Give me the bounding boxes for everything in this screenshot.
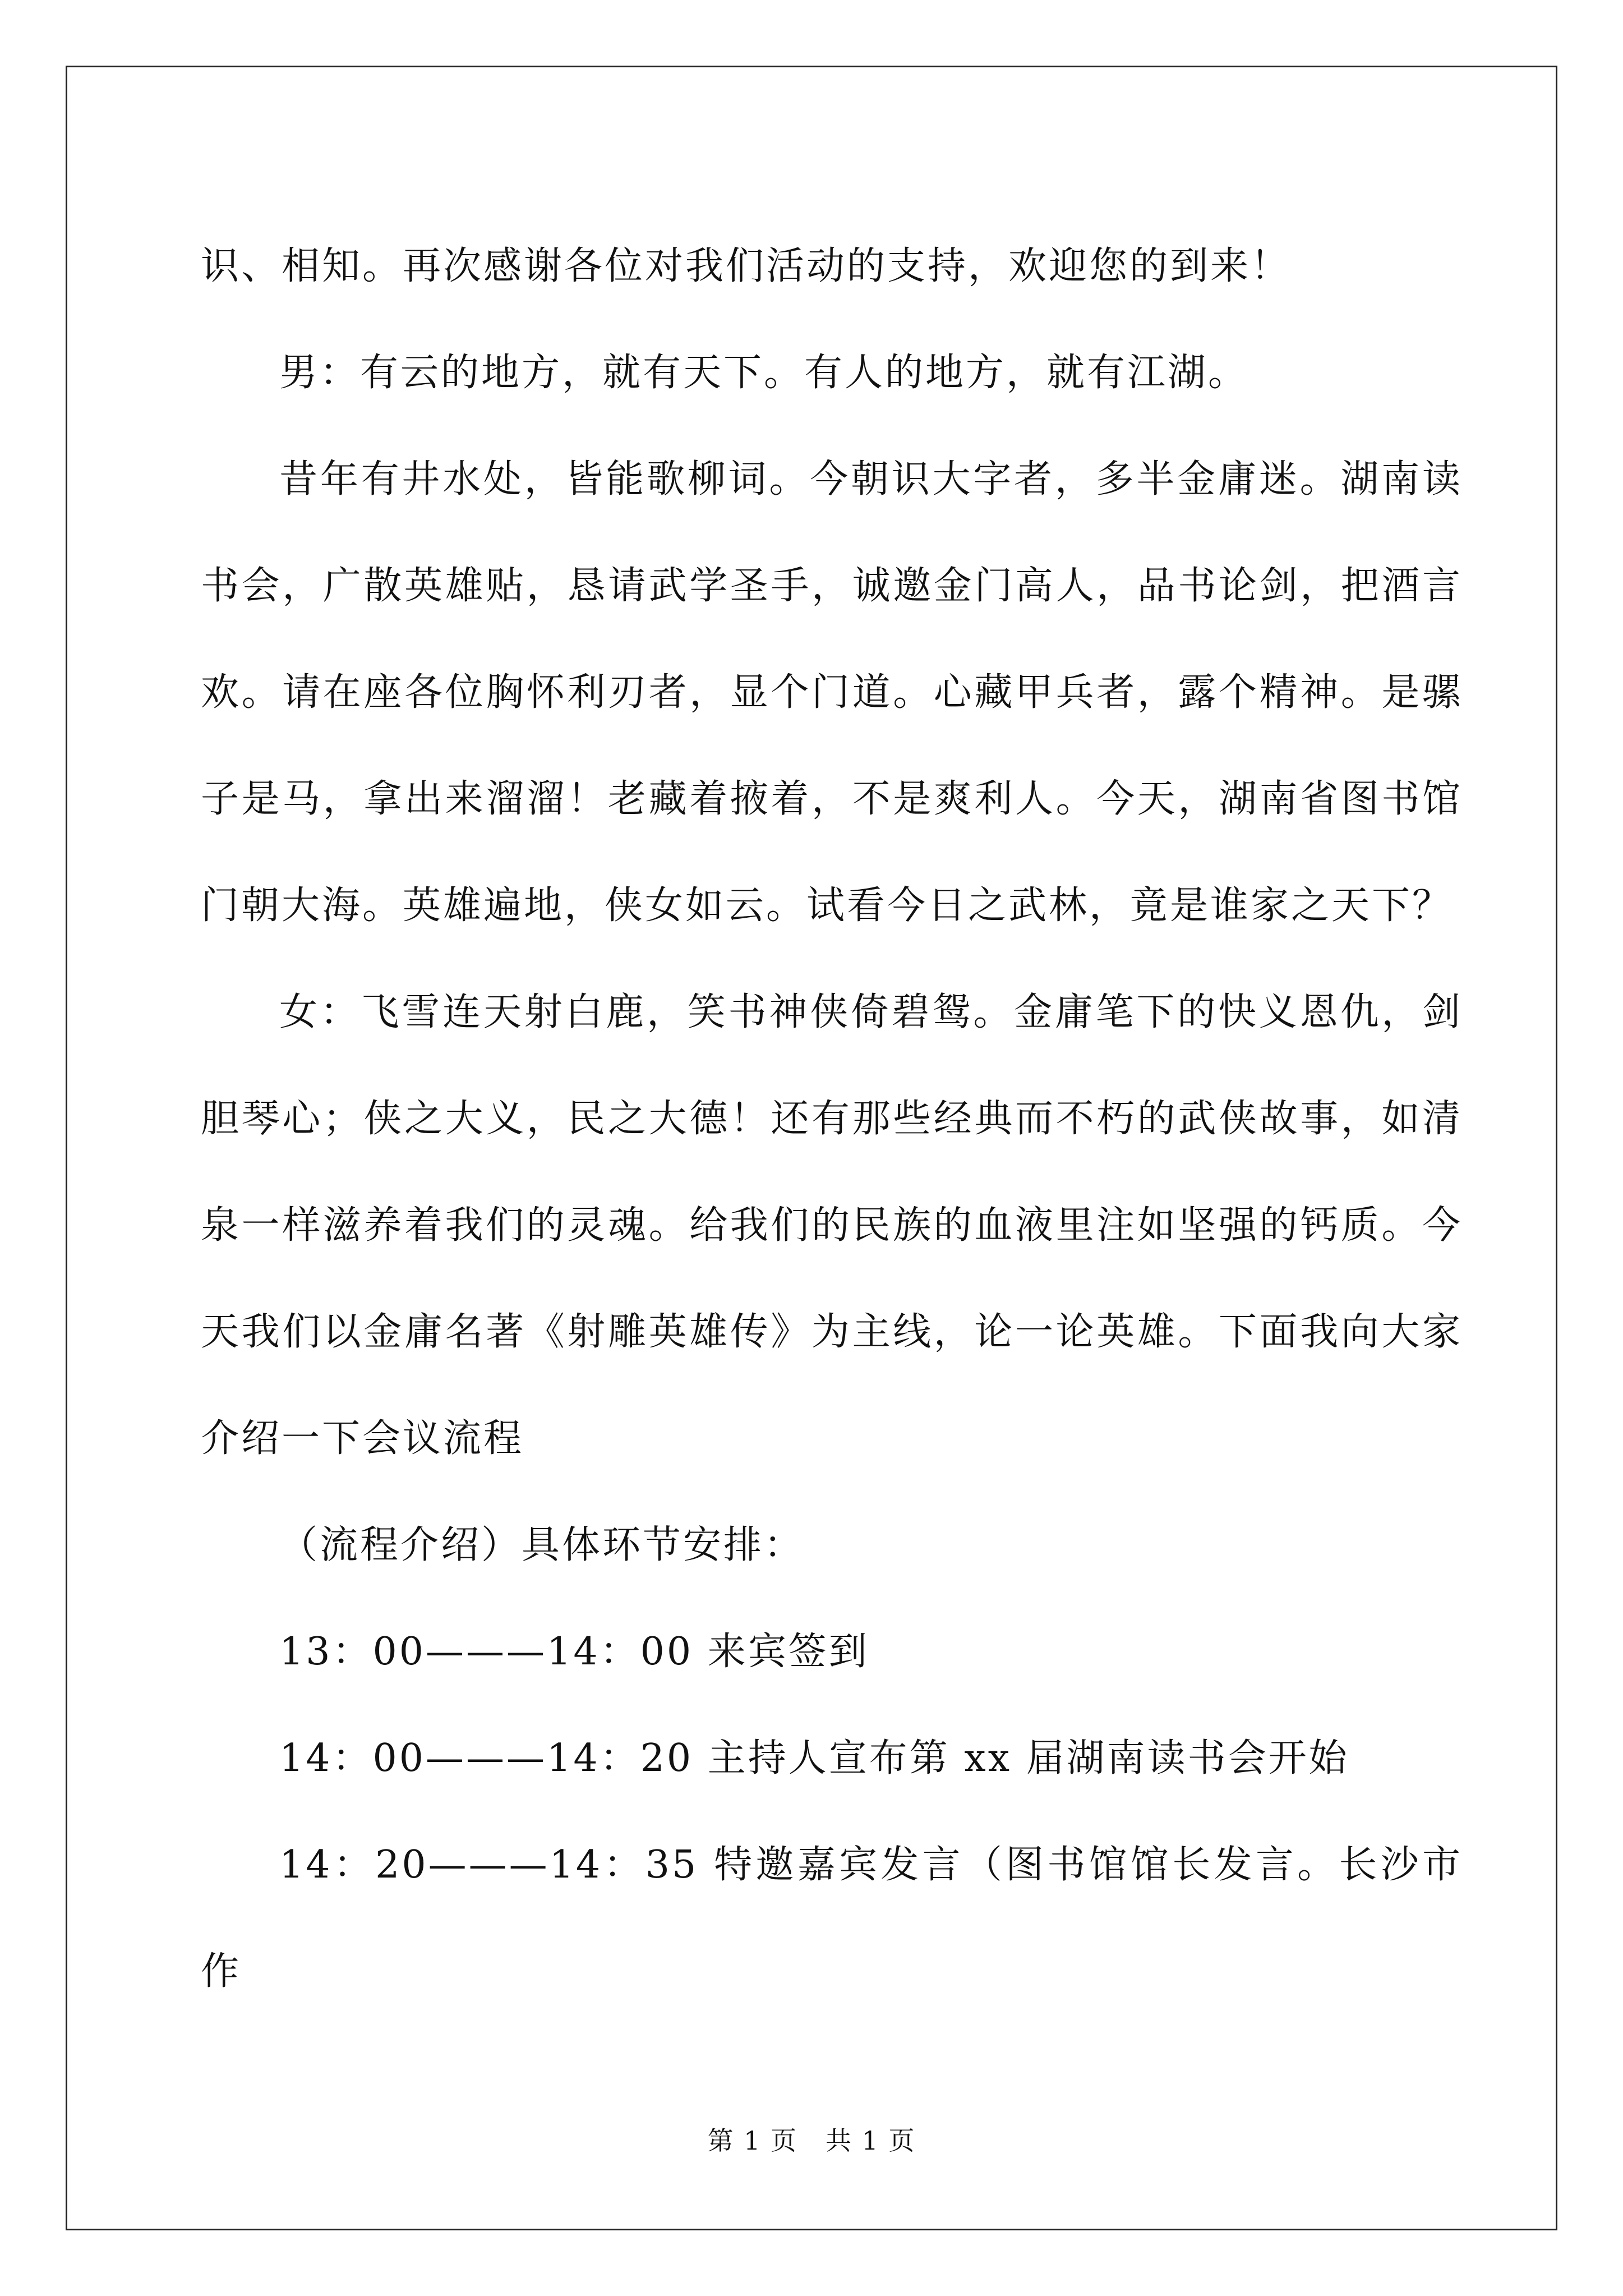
page-footer <box>0 2124 1623 2157</box>
paragraph-4: 女：飞雪连天射白鹿，笑书神侠倚碧鸳。金庸笔下的快义恩仇，剑胆琴心；侠之大义，民之大德！还有那些经典而不朽的武侠故事，如清泉一样滋养着我们的灵魂。给我们的民族的血液里注如坚强的钙质。今天我们以金庸名著《射雕英雄传》为主线，论一论英雄。下面我向大家介绍一下会议流程 <box>201 990 1463 1461</box>
document-body <box>201 213 1463 2025</box>
footer-spacer <box>797 2125 826 2156</box>
paragraph-5: （流程介绍）具体环节安排： <box>279 1523 805 1567</box>
schedule-item-2: 14：00———14：20 主持人宣布第 xx 届湖南读书会开始 <box>279 1736 1349 1780</box>
paragraph-2: 男：有云的地方，就有天下。有人的地方，就有江湖。 <box>279 351 1249 395</box>
paragraph-3: 昔年有井水处，皆能歌柳词。今朝识大字者，多半金庸迷。湖南读书会，广散英雄贴，恳请武学圣手，诚邀金门高人，品书论剑，把酒言欢。请在座各位胸怀利刃者，显个门道。心藏甲兵者，露个精神。是骡子是马，拿出来溜溜！老藏着掖着，不是爽利人。今天，湖南省图书馆门朝大海。英雄遍地，侠女如云。试看今日之武林，竟是谁家之天下？ <box>201 457 1463 928</box>
page-number: 第 1 页 <box>707 2125 798 2156</box>
schedule-item-1: 13：00———14：00 来宾签到 <box>279 1630 869 1674</box>
paragraph-1: 识、相知。再次感谢各位对我们活动的支持，欢迎您的到来！ <box>201 244 1292 288</box>
schedule-item-3: 14：20———14：35 特邀嘉宾发言（图书馆馆长发言。长沙市作 <box>201 1843 1463 1994</box>
page-total: 共 1 页 <box>825 2125 916 2156</box>
